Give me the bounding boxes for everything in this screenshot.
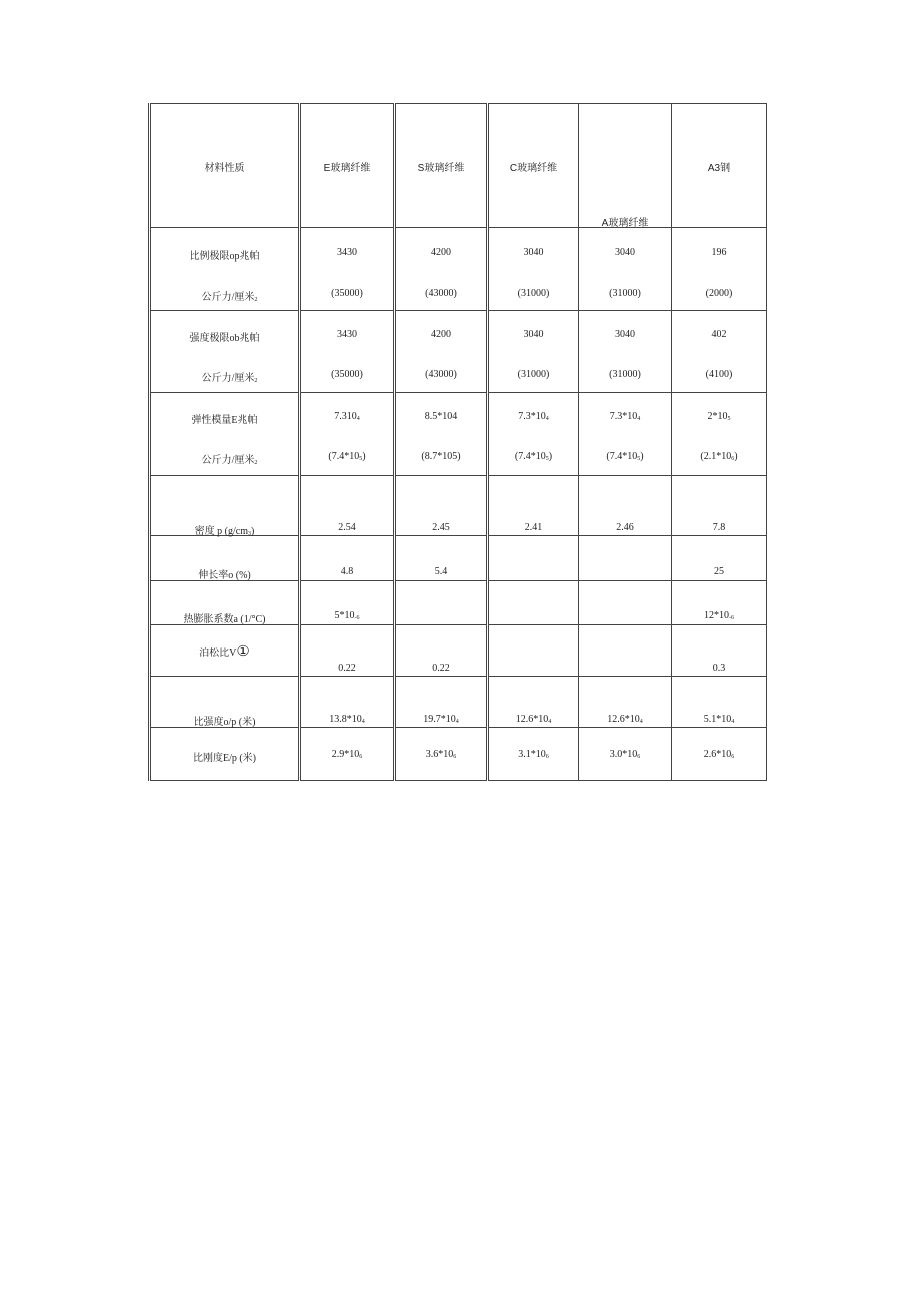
value-cell xyxy=(672,311,767,393)
value: 2.54 xyxy=(338,522,356,533)
value: 0.3 xyxy=(712,663,726,674)
header-label: A3钢 xyxy=(707,163,731,174)
value-cell xyxy=(579,393,672,476)
row-unit-label: 公斤力/厘米$_2$ xyxy=(201,455,258,466)
value-mpa: $7.3*10_4$ xyxy=(518,411,549,422)
header-label: E玻璃纤维 xyxy=(323,163,371,174)
row-label-cell xyxy=(150,476,300,536)
value-kgf: $(7.4*10_5)$ xyxy=(514,451,553,462)
value-cell xyxy=(300,581,395,625)
value-cell xyxy=(672,228,767,311)
value-cell xyxy=(672,625,767,677)
value-cell xyxy=(579,476,672,536)
value-cell xyxy=(672,677,767,728)
value-kgf: (31000) xyxy=(517,288,550,299)
value-cell xyxy=(488,677,579,728)
value: $3.0*10_6$ xyxy=(609,749,641,760)
footnote-circle-icon: ① xyxy=(236,644,250,660)
row-unit-label: 公斤力/厘米$_2$ xyxy=(201,292,258,303)
row-elongation xyxy=(150,536,767,581)
header-cell-e-glass xyxy=(300,104,395,228)
value-mpa: 4200 xyxy=(431,329,451,340)
value: $2.9*10_6$ xyxy=(331,749,363,760)
value: $13.8*10_4$ xyxy=(329,714,365,725)
row-poisson-ratio xyxy=(150,625,767,677)
value-cell xyxy=(395,536,488,581)
value-kgf: (43000) xyxy=(425,288,457,299)
row-strength-limit xyxy=(150,311,767,393)
value: $19.7*10_4$ xyxy=(423,714,459,725)
row-label: 比刚度E/p (米) xyxy=(192,753,257,764)
value: 0.22 xyxy=(432,663,450,674)
value: 2.41 xyxy=(524,522,543,533)
value-mpa: $7.310_4$ xyxy=(334,411,360,422)
row-label: 泊松比V① xyxy=(199,644,250,660)
value-mpa: 8.5*104 xyxy=(424,411,458,422)
header-row xyxy=(150,104,767,228)
row-thermal-expansion xyxy=(150,581,767,625)
header-label: C玻璃纤维 xyxy=(509,163,558,174)
value-cell xyxy=(579,536,672,581)
row-specific-strength xyxy=(150,677,767,728)
value-cell xyxy=(488,581,579,625)
value-cell xyxy=(395,476,488,536)
row-label-cell xyxy=(150,581,300,625)
value: 25 xyxy=(714,566,724,577)
row-label-cell xyxy=(150,625,300,677)
value-cell xyxy=(579,228,672,311)
value-kgf: $(7.4*10_5)$ xyxy=(606,451,644,462)
value-cell xyxy=(579,625,672,677)
value-kgf: (4100) xyxy=(705,369,733,380)
row-label-cell xyxy=(150,311,300,393)
value-cell xyxy=(488,311,579,393)
value-cell xyxy=(672,581,767,625)
value: $5*10_{-6}$ xyxy=(334,610,360,621)
value-mpa: 3430 xyxy=(337,247,357,258)
value-kgf: (31000) xyxy=(609,369,641,380)
value-kgf: (35000) xyxy=(331,369,363,380)
value: 2.45 xyxy=(432,522,450,533)
value-cell xyxy=(488,393,579,476)
header-cell-property xyxy=(150,104,300,228)
row-unit-label: 公斤力/厘米$_2$ xyxy=(201,373,258,384)
value: 7.8 xyxy=(712,522,726,533)
value-cell xyxy=(300,228,395,311)
value: $12*10_{-6}$ xyxy=(704,610,734,621)
value-cell xyxy=(300,625,395,677)
row-label: 伸长率o (%) xyxy=(198,570,251,581)
row-label-cell xyxy=(150,536,300,581)
value-mpa: 196 xyxy=(711,247,727,258)
value-cell xyxy=(300,393,395,476)
value-cell xyxy=(300,728,395,781)
value: $5.1*10_4$ xyxy=(703,714,735,725)
value-cell xyxy=(672,476,767,536)
value-cell xyxy=(579,677,672,728)
header-label: 材料性质 xyxy=(204,163,245,174)
row-label: 弹性模量E兆帕 xyxy=(191,415,258,426)
value-mpa: 402 xyxy=(711,329,727,340)
value-cell xyxy=(395,228,488,311)
value: 2.46 xyxy=(616,522,634,533)
value-cell xyxy=(395,728,488,781)
value-cell xyxy=(395,625,488,677)
value-kgf: (35000) xyxy=(331,288,363,299)
row-label-cell xyxy=(150,393,300,476)
value-mpa: 3040 xyxy=(523,329,544,340)
value-mpa: 3040 xyxy=(615,329,635,340)
value-cell xyxy=(672,536,767,581)
value-cell xyxy=(488,625,579,677)
header-cell-a-glass xyxy=(579,104,672,228)
value: 0.22 xyxy=(338,663,356,674)
value-cell xyxy=(579,581,672,625)
row-label-cell xyxy=(150,228,300,311)
value: 4.8 xyxy=(340,566,354,577)
value-cell xyxy=(488,476,579,536)
row-label: 比强度o/p (米) xyxy=(193,717,256,728)
value-mpa: 3040 xyxy=(615,247,635,258)
row-elastic-modulus xyxy=(150,393,767,476)
value-cell xyxy=(300,311,395,393)
row-proportional-limit xyxy=(150,228,767,311)
row-density xyxy=(150,476,767,536)
row-label: 热膨胀系数a (1/°C) xyxy=(183,614,266,625)
value-kgf: $(2.1*10_6)$ xyxy=(700,451,738,462)
header-cell-a3-steel xyxy=(672,104,767,228)
value-cell xyxy=(579,311,672,393)
header-cell-c-glass xyxy=(488,104,579,228)
row-label: 密度 p $(g/cm_3)$ xyxy=(194,526,255,537)
value-kgf: (31000) xyxy=(517,369,550,380)
row-label: 强度极限ob兆帕 xyxy=(189,333,260,344)
value-mpa: $2*10_5$ xyxy=(707,411,731,422)
row-label-cell xyxy=(150,677,300,728)
value-cell xyxy=(488,728,579,781)
value-mpa: 3430 xyxy=(337,329,357,340)
value-kgf: (43000) xyxy=(425,369,457,380)
value: $3.1*10_6$ xyxy=(518,749,549,760)
row-label: 比例极限op兆帕 xyxy=(189,251,260,262)
value: 5.4 xyxy=(434,566,448,577)
value-kgf: (31000) xyxy=(609,288,641,299)
value: $2.6*10_6$ xyxy=(703,749,735,760)
value-kgf: (2000) xyxy=(705,288,733,299)
header-label: S玻璃纤维 xyxy=(417,163,465,174)
value-mpa: $7.3*10_4$ xyxy=(609,411,641,422)
value-kgf: (8.7*105) xyxy=(421,451,461,462)
value: $12.6*10_4$ xyxy=(607,714,643,725)
value-cell xyxy=(300,536,395,581)
value-cell xyxy=(395,311,488,393)
value: $3.6*10_6$ xyxy=(425,749,457,760)
row-label-cell xyxy=(150,728,300,781)
value: $12.6*10_4$ xyxy=(515,714,552,725)
material-properties-table xyxy=(148,103,767,781)
value-cell xyxy=(395,581,488,625)
header-cell-s-glass xyxy=(395,104,488,228)
value-cell xyxy=(579,728,672,781)
row-specific-stiffness xyxy=(150,728,767,781)
value-cell xyxy=(672,393,767,476)
value-cell xyxy=(300,677,395,728)
header-label: A玻璃纤维 xyxy=(601,218,649,229)
value-cell xyxy=(395,393,488,476)
value-cell xyxy=(488,228,579,311)
value-cell xyxy=(300,476,395,536)
value-mpa: 4200 xyxy=(431,247,451,258)
value-cell xyxy=(488,536,579,581)
value-kgf: $(7.4*10_5)$ xyxy=(328,451,366,462)
value-mpa: 3040 xyxy=(523,247,544,258)
value-cell xyxy=(672,728,767,781)
value-cell xyxy=(395,677,488,728)
